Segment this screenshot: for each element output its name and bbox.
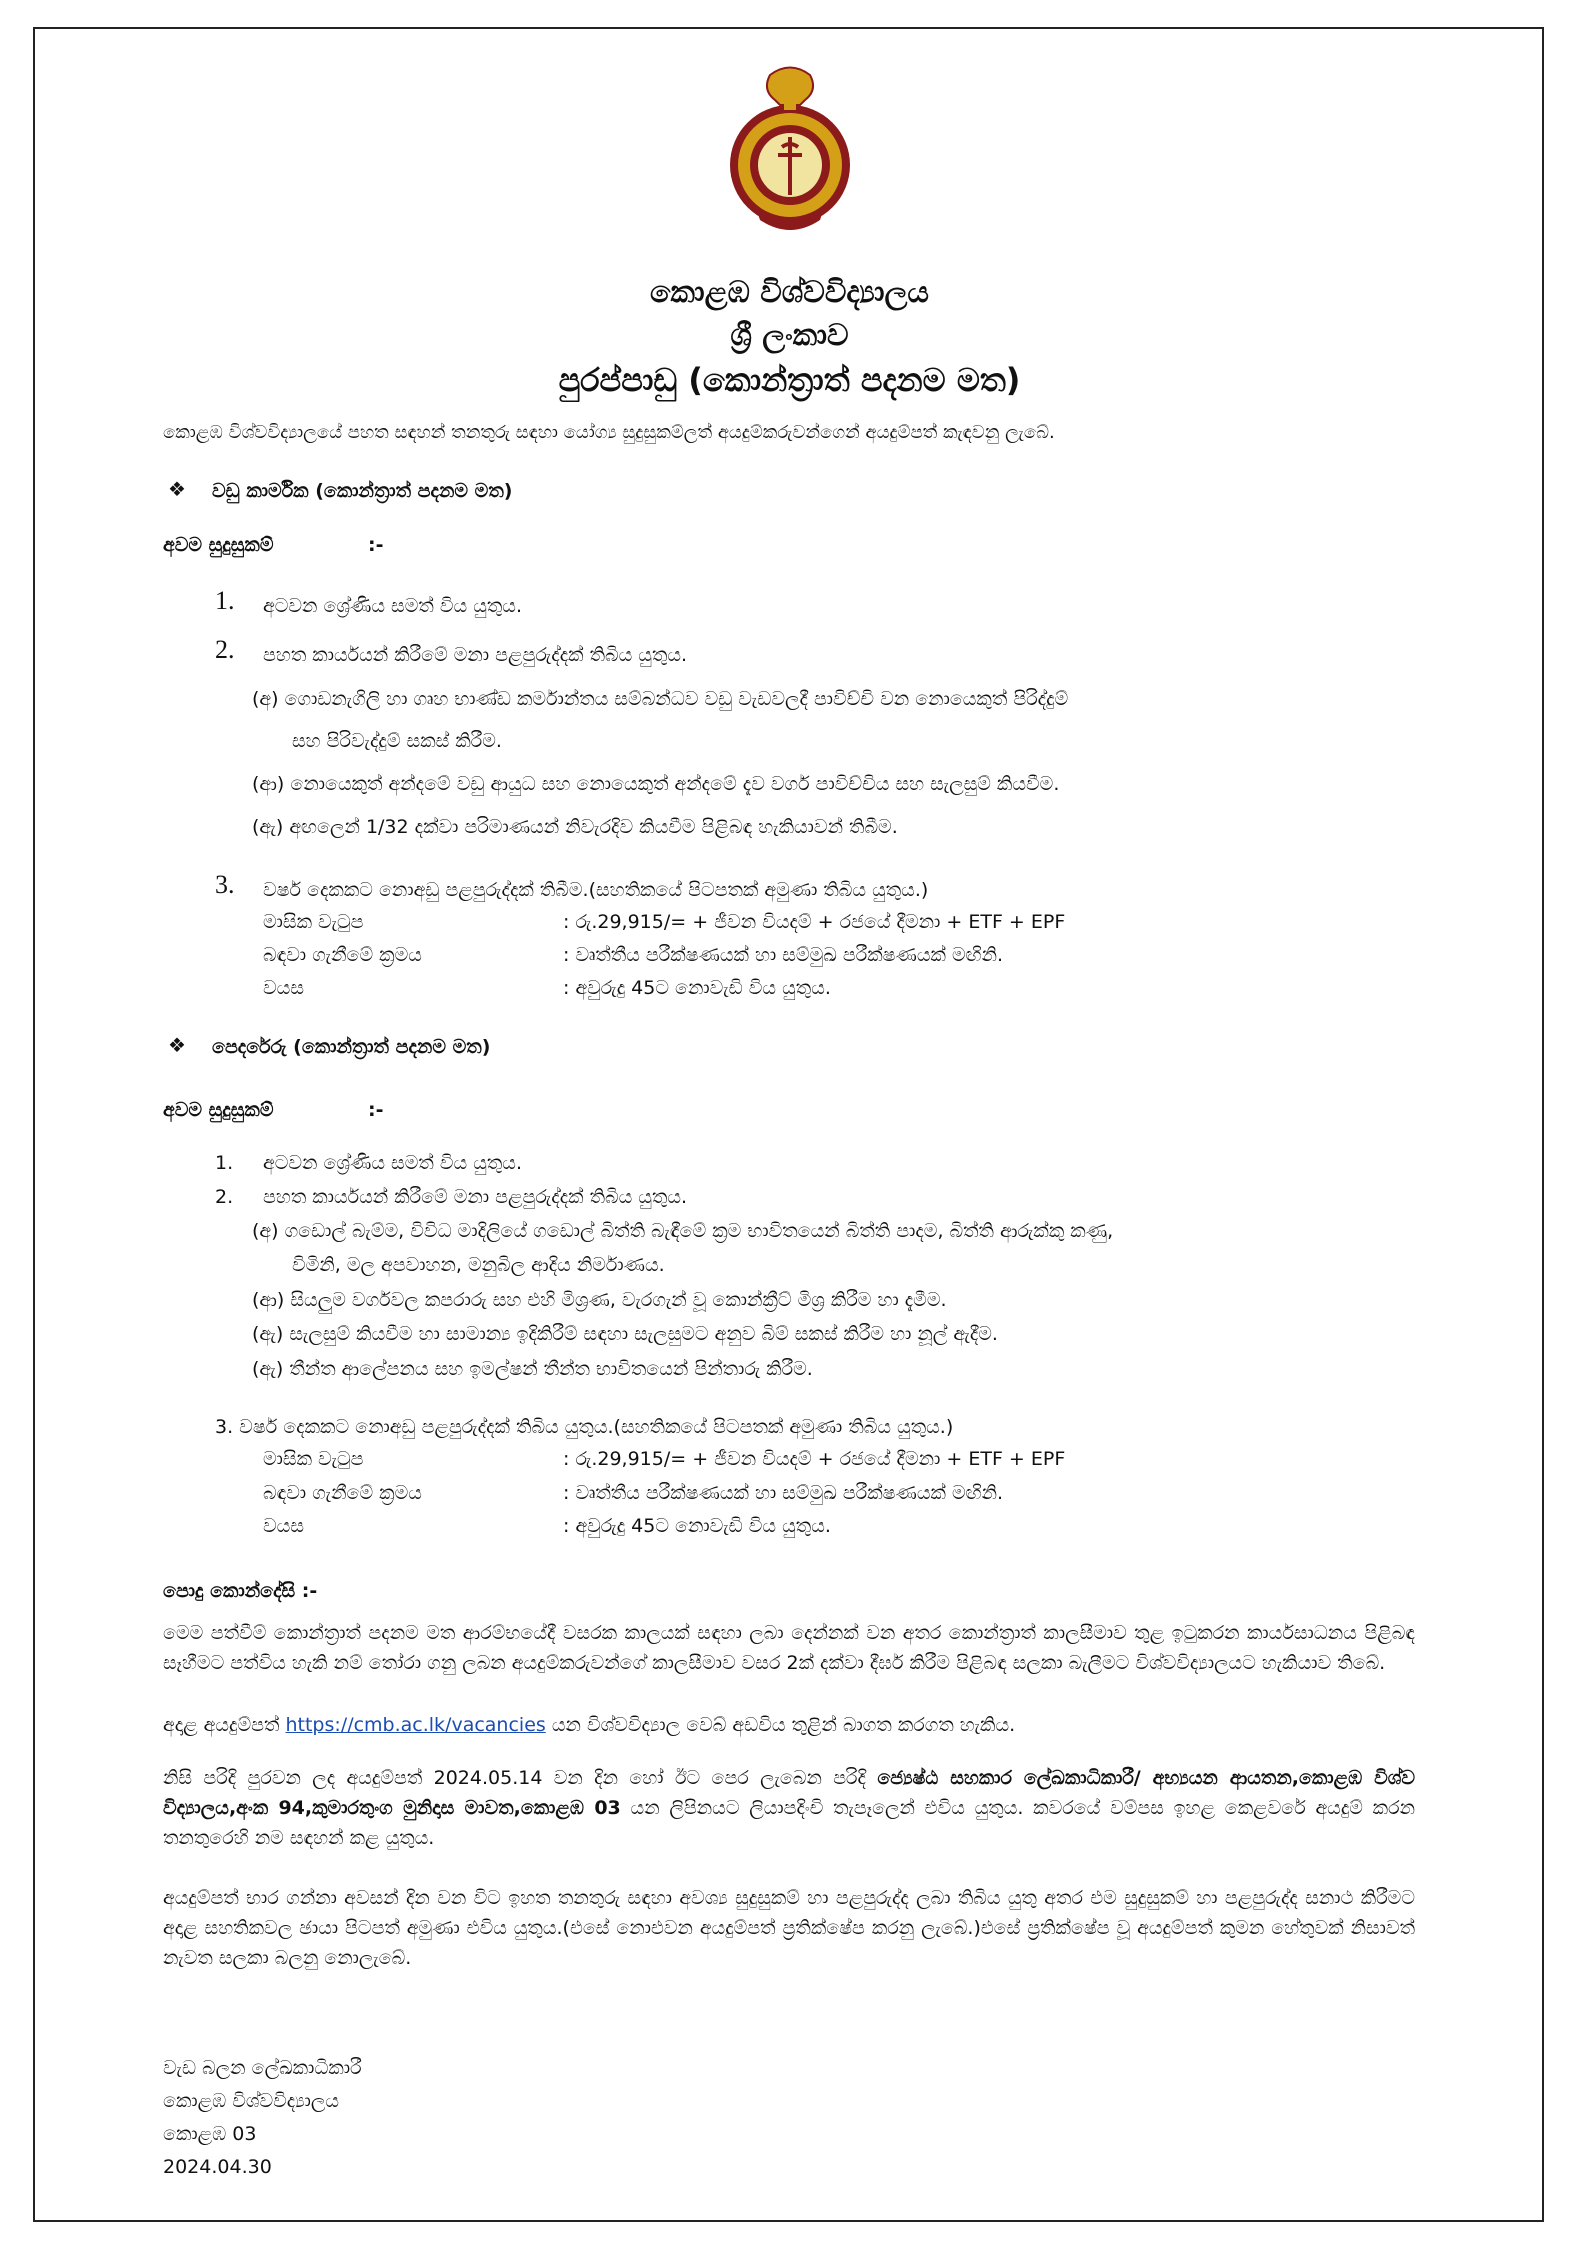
post2-age-label: වයස bbox=[263, 1515, 304, 1537]
post2-age-value: : අවුරුදු 45ට නොවැඩි විය යුතුය. bbox=[563, 1515, 831, 1537]
post1-sub-b: (ආ) නොයෙකුත් අන්දමේ වඩු ආයුධ සහ නොයෙකුත් අන්දමේ දැව වර්ග පාවිච්චිය සහ සැලසුම් කියවීම. bbox=[252, 773, 1060, 795]
post2-item1-num: 1. bbox=[215, 1152, 234, 1174]
post1-sub-a2: සහ පිරිවැද්දුම් සකස් කිරීම. bbox=[292, 730, 502, 752]
intro-text: කොළඹ විශ්වවිද්‍යාලයේ පහත සඳහන් තනතුරු සඳහා යෝග්‍ය සුදුසුකම්ලත් අයදුම්කරුවන්ගෙන් අයදුම්පත් කැඳවනු ලැබේ. bbox=[163, 422, 1055, 443]
post2-salary-label: මාසික වැටුප bbox=[263, 1448, 364, 1470]
post2-item3: 3. වර්ෂ දෙකකට නොඅඩු පළපුරුද්දක් තිබිය යුතුය.(සහතිකයේ පිටපතක් අමුණා තිබිය යුතුය.) bbox=[215, 1416, 954, 1438]
post2-sub-a1: (අ) ගඩොල් බැම්ම, විවිධ මාදිලියේ ගඩොල් බිත්ති බැඳීමේ ක්‍රම භාවිතයෙන් බිත්ති පාදම, බිත්ති ආරුක්කු කණු, bbox=[252, 1220, 1114, 1242]
post1-item1: අටවන ශ්‍රේණිය සමත් විය යුතුය. bbox=[263, 595, 522, 617]
post2-sub-b: (ආ) සියලුම වර්ගවල කපරාරු සහ එහි මිශ්‍රණ, වැරගැන් වූ කොන්ක්‍රීට් මිශ්‍ර කිරීම හා දැමීම. bbox=[252, 1289, 947, 1311]
post1-item3: වර්ෂ දෙකකට නොඅඩු පළපුරුද්දක් තිබීම.(සහතිකයේ පිටපතක් අමුණා තිබිය යුතුය.) bbox=[263, 879, 929, 901]
download-pre: අදාළ අයදුම්පත් bbox=[163, 1714, 286, 1736]
university-name: කොළඹ විශ්වවිද්‍යාලය bbox=[650, 275, 929, 310]
post1-recruit-value: : වෘත්තීය පරීක්ෂණයක් හා සම්මුඛ පරීක්ෂණයක් මඟිනි. bbox=[563, 944, 1004, 966]
para2-address: ජ්‍යෙෂ්ඨ සහකාර ලේඛකාධිකාරී/ අභ්‍යයන ආයතන,කොළඹ විශ්ව විද්‍යාලය,අංක 94,කුමාරතුංග මුනිදාස මාවත,කොළඹ 03 bbox=[163, 1767, 1415, 1819]
country-name: ශ්‍රී ලංකාව bbox=[730, 318, 849, 353]
general-heading: පොදු කොන්දේසි :- bbox=[163, 1580, 318, 1602]
post2-sub-d: (ඇ) තීන්ත ආලේපනය සහ ඉමල්ෂන් තීන්ත භාවිතයෙන් පින්තාරු කිරීම. bbox=[252, 1358, 813, 1380]
post1-min-quals: අවම සුදුසුකම් bbox=[163, 534, 274, 556]
post1-item1-num: 1. bbox=[215, 586, 235, 615]
post1-item3-num: 3. bbox=[215, 870, 235, 899]
para2-c: යන ලිපිනයට ලියාපදිංචි තැපෑලෙන් එවිය යුතුය. කවරයේ වම්පස ඉහළ කෙළවරේ අයදුම් කරන තනතුරෙහි නම සඳහන් කළ යුතුය. bbox=[163, 1797, 1415, 1849]
download-line bbox=[163, 1712, 1015, 1738]
post2-sub-a2: විමිනි, මල අපවාහන, මනුබිල ආදිය නිර්මාණය. bbox=[292, 1254, 665, 1276]
general-para2 bbox=[163, 1763, 1415, 1853]
general-para3: අයදුම්පත් භාර ගන්නා අවසන් දින වන විට ඉහත තනතුරු සඳහා අවශ්‍ය සුදුසුකම් හා පළපුරුද්ද ලබා තිබිය යුතු අතර එම සුදුසුකම් හා පළපුරුද්ද සනාථ කිරීමට අදාළ සහතිකවල ඡායා පිටපත් අමුණා එවිය යුතුය.(එසේ නොඑවන අයදුම්පත් ප්‍රතික්ෂේප කරනු ලැබේ.)එසේ ප්‍රතික්ෂේප වූ අයදුම්පත් කුමන හේතුවක් නිසාවත් නැවත සලකා බලනු නොලැබේ. bbox=[163, 1887, 1415, 1969]
post2-item2: පහත කාර්යයන් කිරීමේ මනා පළපුරුද්දක් තිබිය යුතුය. bbox=[263, 1186, 688, 1208]
post2-salary-value: : රු.29,915/= + ජීවන වියදම් + රජයේ දීමනා + ETF + EPF bbox=[563, 1448, 1066, 1470]
download-post: යන විශ්වවිද්‍යාල වෙබ් අඩවිය තුළින් බාගත කරගත හැකිය. bbox=[545, 1714, 1016, 1736]
vacancies-link[interactable]: https://cmb.ac.lk/vacancies bbox=[285, 1714, 546, 1736]
bullet-icon: ❖ bbox=[168, 477, 186, 501]
page-title: පුරප්පාඩු (කොන්ත්‍රාත් පදනම මත) bbox=[558, 361, 1021, 399]
post1-age-value: : අවුරුදු 45ට නොවැඩි විය යුතුය. bbox=[563, 977, 831, 999]
post1-colon: :- bbox=[368, 534, 384, 556]
post2-recruit-value: : වෘත්තීය පරීක්ෂණයක් හා සම්මුඛ පරීක්ෂණයක් මඟිනි. bbox=[563, 1482, 1004, 1504]
post1-salary-value: : රු.29,915/= + ජීවන වියදම් + රජයේ දීමනා + ETF + EPF bbox=[563, 911, 1066, 933]
post2-min-quals: අවම සුදුසුකම් bbox=[163, 1099, 274, 1121]
post2-colon: :- bbox=[368, 1099, 384, 1121]
post2-item1: අටවන ශ්‍රේණිය සමත් විය යුතුය. bbox=[263, 1152, 522, 1174]
university-seal bbox=[700, 55, 880, 245]
post1-salary-label: මාසික වැටුප bbox=[263, 911, 364, 933]
signature-line3: කොළඹ 03 bbox=[163, 2123, 257, 2145]
post1-item2-num: 2. bbox=[215, 635, 235, 664]
post1-age-label: වයස bbox=[263, 977, 304, 999]
general-para1: මෙම පත්වීම් කොන්ත්‍රාත් පදනම මත ආරම්භයේදී වසරක කාලයක් සඳහා ලබා දෙන්නක් වන අතර කොන්ත්‍රාත් කාලසීමාව තුළ ඉටුකරන කාර්යසාධනය පිළිබඳ සෑහීමට පත්විය හැකි නම් තෝරා ගනු ලබන අයදුම්කරුවන්ගේ කාලසීමාව වසර 2ක් දක්වා දීර්ඝ කිරීම පිළිබඳ සලකා බැලීමට විශ්වවිද්‍යාලයට හැකියාව තිබේ. bbox=[163, 1622, 1415, 1674]
para2-a: නිසි පරිදි පුරවන ලද අයදුම්පත් 2024.05.14 වන දින හෝ ඊට පෙර ලැබෙන පරිදි bbox=[163, 1767, 878, 1789]
post2-item2-num: 2. bbox=[215, 1186, 234, 1208]
signature-line1: වැඩ බලන ලේඛකාධිකාරී bbox=[163, 2057, 362, 2079]
post1-recruit-label: බඳවා ගැනීමේ ක්‍රමය bbox=[263, 944, 422, 966]
post2-recruit-label: බඳවා ගැනීමේ ක්‍රමය bbox=[263, 1482, 422, 1504]
post2-title: පෙදරේරු (කොන්ත්‍රාත් පදනම මත) bbox=[212, 1036, 491, 1058]
bullet-icon: ❖ bbox=[168, 1033, 186, 1057]
signature-line2: කොළඹ විශ්වවිද්‍යාලය bbox=[163, 2090, 340, 2112]
post1-item2: පහත කාර්යයන් කිරීමේ මනා පළපුරුද්දක් තිබිය යුතුය. bbox=[263, 644, 688, 666]
post1-sub-c: (ඇ) අඟලෙන් 1/32 දක්වා පරිමාණයන් නිවැරදිව කියවීම පිළිබඳ හැකියාවන් තිබීම. bbox=[252, 816, 898, 838]
post2-sub-c: (ඇ) සැලසුම් කියවීම හා සාමාන්‍ය ඉදිකිරීම් සඳහා සැලසුමට අනුව බිම් සකස් කිරීම හා නූල් ඇදීම. bbox=[252, 1323, 998, 1345]
post1-sub-a1: (අ) ගොඩනැගිලි හා ගෘහ භාණ්ඩ කර්මාන්තය සම්බන්ධව වඩු වැඩවලදී පාවිච්චි වන නොයෙකුත් පිරිද්දුම් bbox=[252, 688, 1069, 710]
post1-title: වඩු කාර්මික (කොන්ත්‍රාත් පදනම මත) bbox=[212, 480, 513, 502]
signature-date: 2024.04.30 bbox=[163, 2156, 272, 2178]
